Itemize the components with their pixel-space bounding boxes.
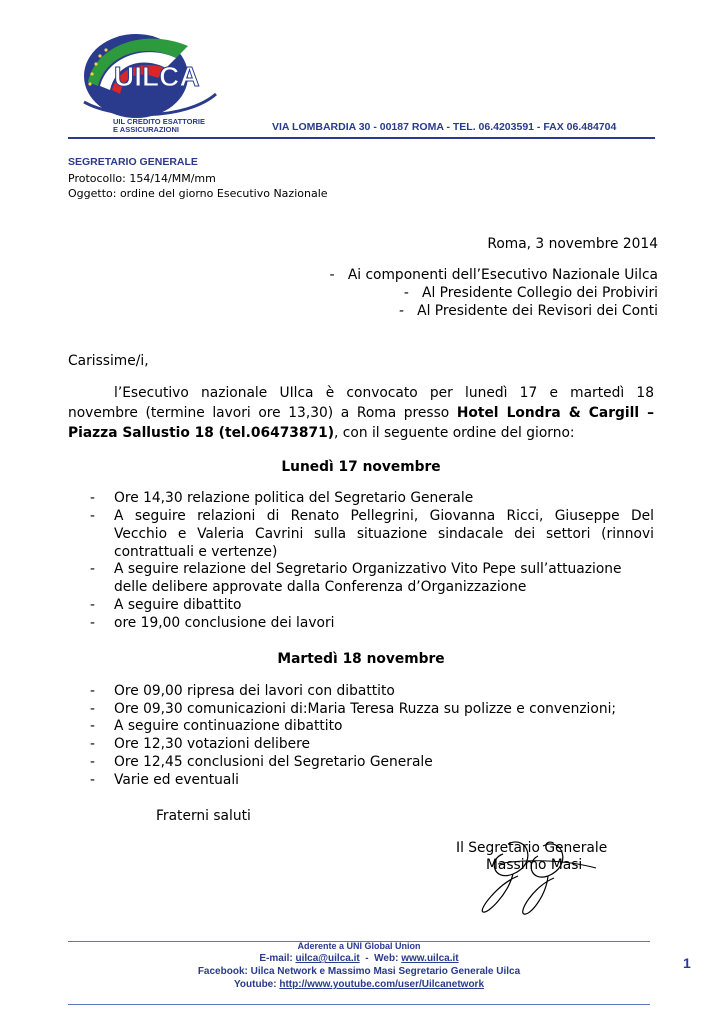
closing: Fraterni saluti [156,808,251,824]
email-link[interactable]: uilca@uilca.it [295,953,360,964]
page-number: 1 [683,955,691,971]
agenda-item-cont: delle delibere approvate dalla Conferenza d’Organizzazione [114,579,527,595]
footer-divider-bottom [68,1004,650,1005]
footer-contacts: E-mail: uilca@uilca.it - Web: www.uilca.it [259,953,459,964]
day2-title: Martedì 18 novembre [277,651,445,667]
signature-name: Massimo Masi [486,857,583,873]
bullet-dash: - [90,508,95,524]
agenda-item: Ore 12,30 votazioni delibere [114,736,310,752]
agenda-item: A seguire continuazione dibattito [114,718,343,734]
bullet-dash: - [90,736,95,752]
bullet-dash: - [90,490,95,506]
protocollo: Protocollo: 154/14/MM/mm [68,172,216,185]
agenda-item: A seguire relazione del Segretario Organizzativo Vito Pepe sull’attuazione [114,561,622,577]
agenda-item-cont: contrattuali e vertenze) [114,544,278,560]
intro-line-3: Piazza Sallustio 18 (tel.06473871), con il seguente ordine del giorno: [68,425,575,441]
agenda-item: Ore 12,45 conclusioni del Segretario Generale [114,754,433,770]
bullet-dash: - [90,718,95,734]
bullet-dash: - [90,701,95,717]
handwritten-signature [468,824,618,924]
day1-title: Lunedì 17 novembre [281,459,441,475]
bullet-dash: - [90,615,95,631]
agenda-item: A seguire relazioni di Renato Pellegrini, Giovanna Ricci, Giuseppe Del [114,508,654,524]
logo-text: UILCA [114,61,200,92]
agenda-item: ore 19,00 conclusione dei lavori [114,615,335,631]
agenda-item: Varie ed eventuali [114,772,239,788]
footer-affiliation: Aderente a UNI Global Union [297,941,421,951]
agenda-item: A seguire dibattito [114,597,242,613]
bullet-dash: - [90,754,95,770]
recipient-item: - Al Presidente Collegio dei Probiviri [403,285,658,301]
intro-line-2: novembre (termine lavori ore 13,30) a Roma presso Hotel Londra & Cargill – [68,405,654,421]
web-link[interactable]: www.uilca.it [401,953,459,964]
header-divider [68,137,655,139]
logo-subtitle: UIL CREDITO ESATTORIE E ASSICURAZIONI [113,117,205,134]
youtube-link[interactable]: http://www.youtube.com/user/Uilcanetwork [279,979,485,990]
bullet-dash: - [90,683,95,699]
place-date: Roma, 3 novembre 2014 [487,236,658,252]
bullet-dash: - [90,597,95,613]
agenda-item: Ore 09,00 ripresa dei lavori con dibattito [114,683,395,699]
intro-line-1: l’Esecutivo nazionale UIlca è convocato per lunedì 17 e martedì 18 [114,385,654,401]
bullet-dash: - [90,561,95,577]
agenda-item-cont: Vecchio e Valeria Cavrini sulla situazione sindacale dei settori (rinnovi [114,526,654,542]
footer-youtube: Youtube: http://www.youtube.com/user/Uilcanetwork [233,979,485,990]
oggetto: Oggetto: ordine del giorno Esecutivo Nazionale [68,187,328,200]
header-address: VIA LOMBARDIA 30 - 00187 ROMA - TEL. 06.4203591 - FAX 06.484704 [272,121,617,133]
signature-role: Il Segretario Generale [456,840,608,856]
agenda-item: Ore 14,30 relazione politica del Segretario Generale [114,490,474,506]
agenda-item: Ore 09,30 comunicazioni di:Maria Teresa Ruzza su polizze e convenzioni; [114,701,617,717]
recipient-item: - Al Presidente dei Revisori dei Conti [398,303,658,319]
greeting: Carissime/i, [68,353,149,369]
footer-facebook: Facebook: Uilca Network e Massimo Masi Segretario Generale Uilca [197,966,521,977]
bullet-dash: - [90,772,95,788]
recipient-item: - Ai componenti dell’Esecutivo Nazionale Uilca [329,267,658,283]
sender-title: SEGRETARIO GENERALE [68,156,198,168]
